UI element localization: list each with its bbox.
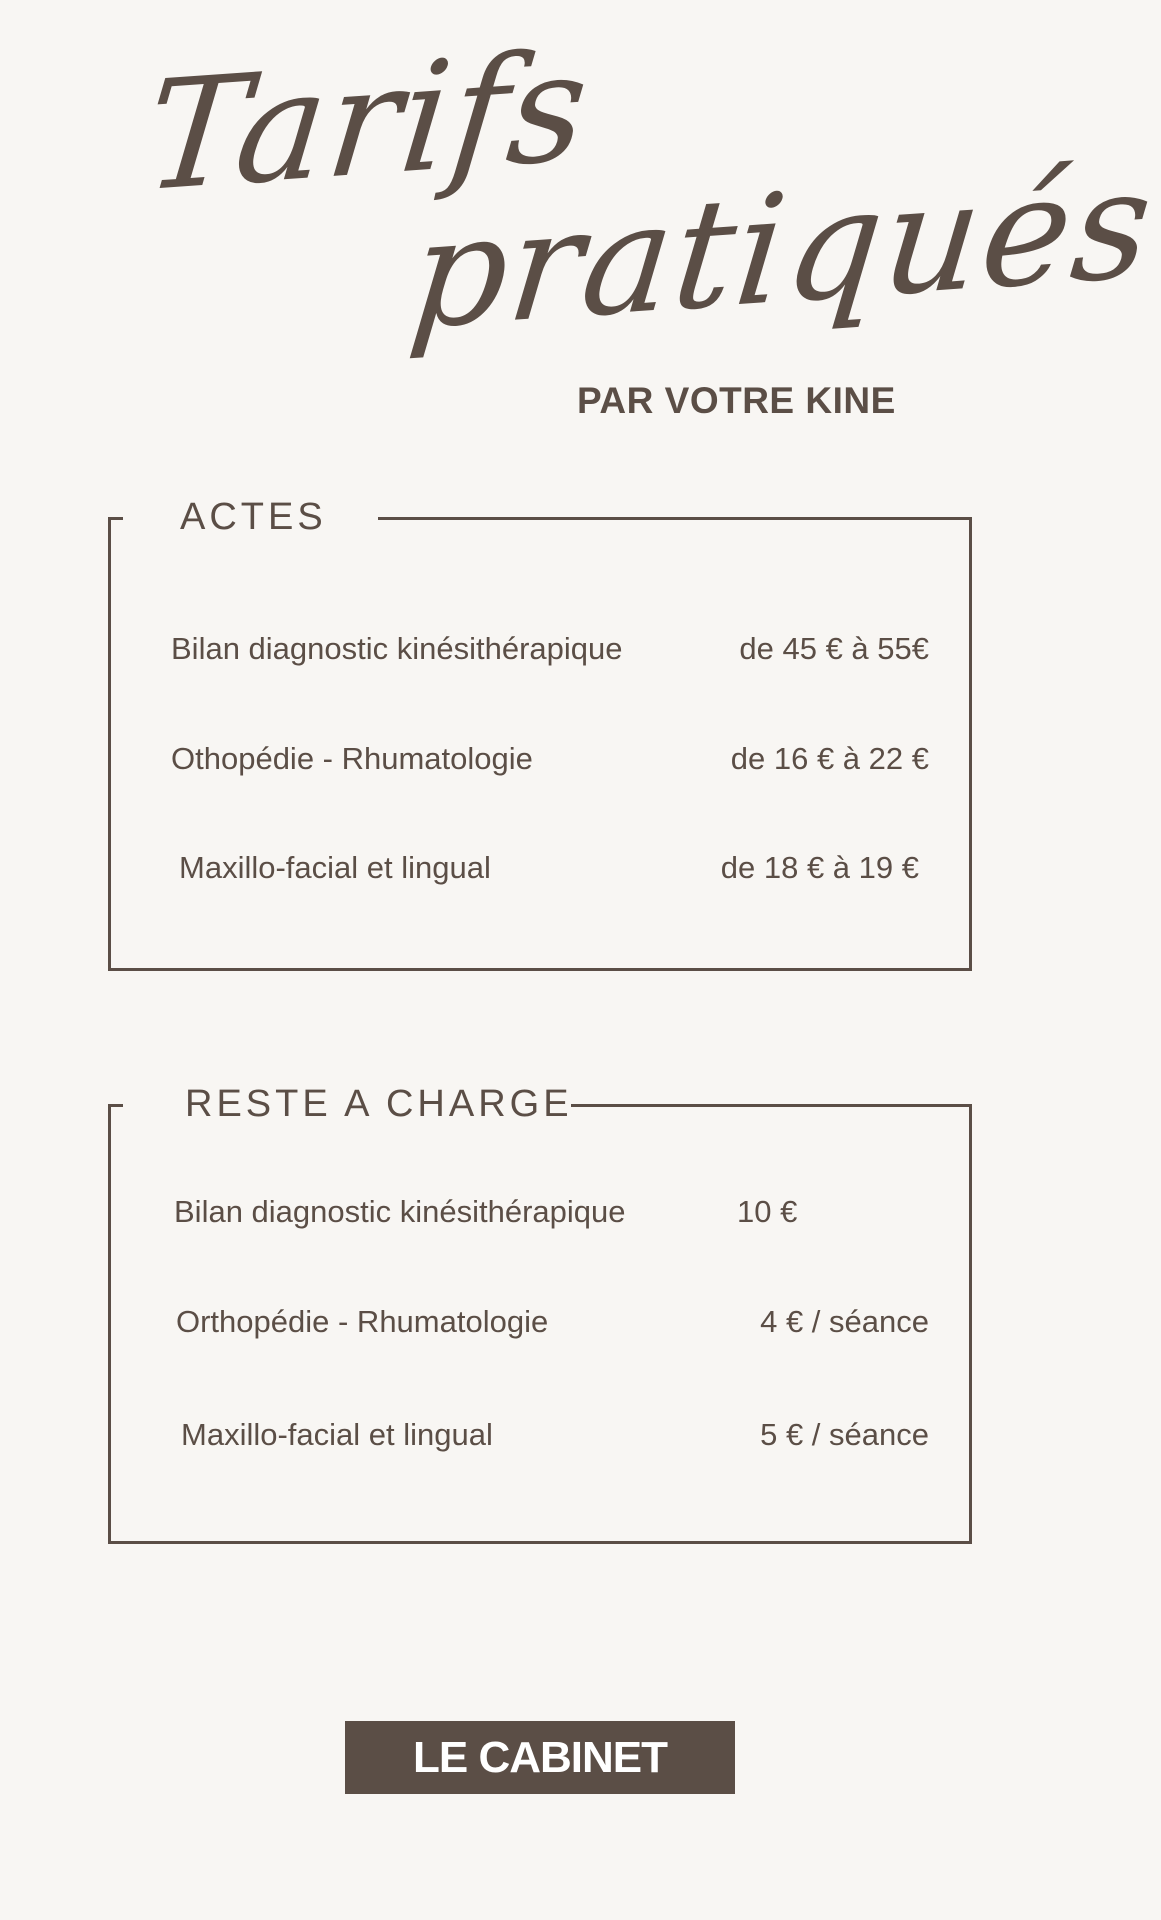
act-price: 10 € xyxy=(737,1194,798,1229)
act-label: Bilan diagnostic kinésithérapique xyxy=(171,631,623,666)
act-label: Maxillo-facial et lingual xyxy=(181,1417,493,1452)
subtitle: PAR VOTRE KINE xyxy=(577,380,896,421)
act-price: 4 € / séance xyxy=(760,1304,929,1339)
act-price: 5 € / séance xyxy=(760,1417,929,1452)
le-cabinet-button[interactable]: LE CABINET xyxy=(345,1721,735,1794)
act-label: Orthopédie - Rhumatologie xyxy=(176,1304,549,1339)
section-heading: RESTE A CHARGE xyxy=(123,1085,571,1123)
act-price: de 16 € à 22 € xyxy=(730,741,929,776)
act-label: Bilan diagnostic kinésithérapique xyxy=(174,1194,626,1229)
actes-section xyxy=(108,496,972,971)
section-heading: ACTES xyxy=(123,498,378,536)
title-line-tarifs: Tarifs xyxy=(137,19,598,226)
title-line-pratiques: pratiqués xyxy=(402,136,1161,364)
act-label: Othopédie - Rhumatologie xyxy=(171,741,533,776)
act-label: Maxillo-facial et lingual xyxy=(179,850,491,885)
act-price: de 45 € à 55€ xyxy=(739,631,929,666)
reste-a-charge-section xyxy=(108,1083,972,1544)
act-price: de 18 € à 19 € xyxy=(720,850,919,885)
